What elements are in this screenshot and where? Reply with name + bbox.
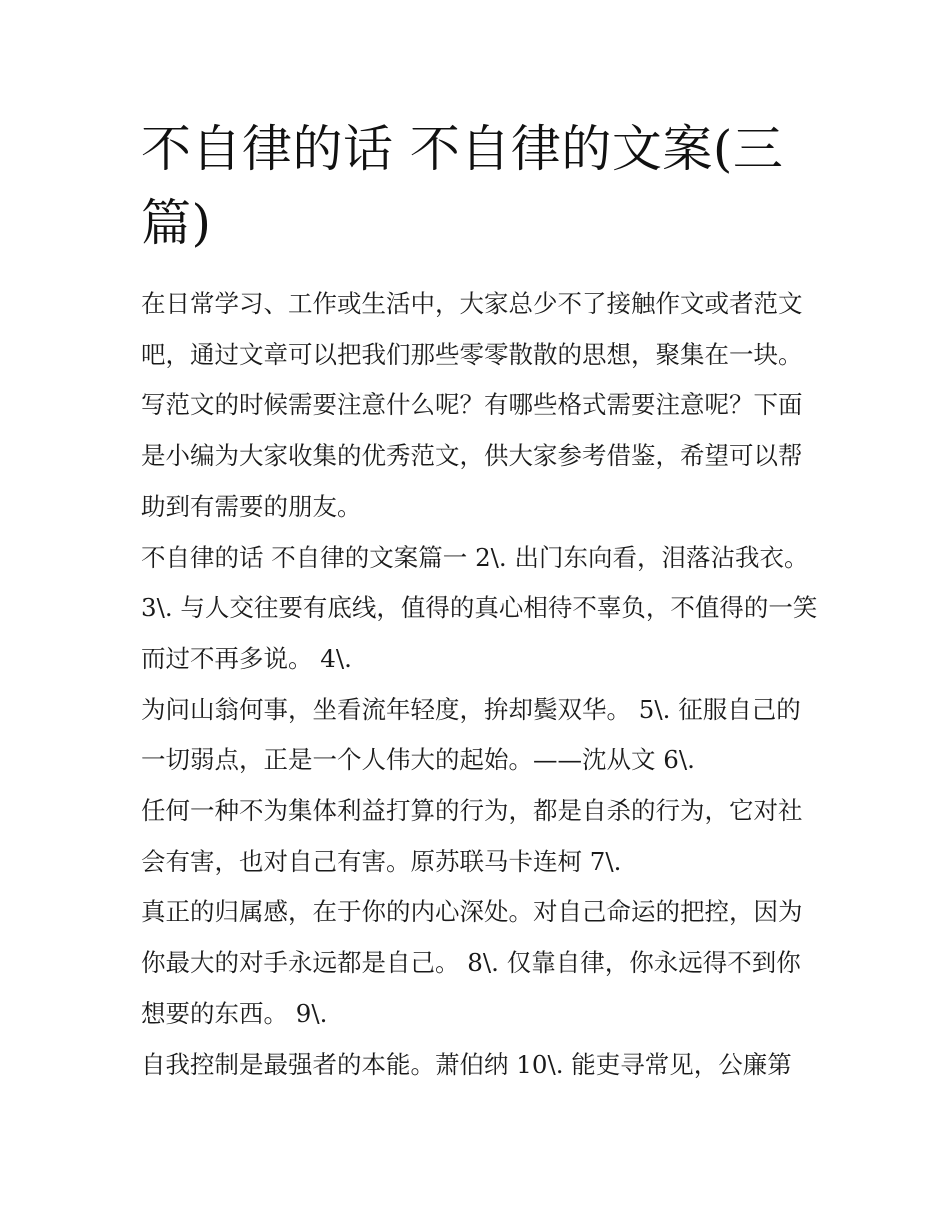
paragraph-quotes-3: 任何一种不为集体利益打算的行为，都是自杀的行为，它对社会有害，也对自己有害。原苏联马卡连柯 7\. [141, 796, 803, 876]
paragraph-quotes-2: 为问山翁何事，坐看流年轻度，拚却鬓双华。 5\. 征服自己的一切弱点，正是一个人伟大的起始。——沈从文 6\. [141, 694, 801, 775]
paragraph-quotes-5: 自我控制是最强者的本能。萧伯纳 10\. 能吏寻常见，公廉第 [141, 1049, 792, 1079]
document-title: 不自律的话 不自律的文案(三篇) [141, 120, 784, 252]
paragraph-intro: 在日常学习、工作或生活中，大家总少不了接触作文或者范文吧，通过文章可以把我们那些零零散散的思想，聚集在一块。写范文的时候需要注意什么呢？有哪些格式需要注意呢？下面是小编为大家收集的优秀范文，供大家参考借鉴，希望可以帮助到有需要的朋友。 [141, 289, 803, 521]
document-body [141, 279, 821, 1090]
paragraph-quotes-4: 真正的归属感，在于你的内心深处。对自己命运的把控，因为你最大的对手永远都是自己。 8\. 仅靠自律，你永远得不到你想要的东西。 9\. [141, 897, 803, 1028]
paragraph-quotes-1: 不自律的话 不自律的文案篇一 2\. 出门东向看，泪落沾我衣。 3\. 与人交往要有底线，值得的真心相待不辜负，不值得的一笑而过不再多说。 4\. [141, 542, 818, 673]
